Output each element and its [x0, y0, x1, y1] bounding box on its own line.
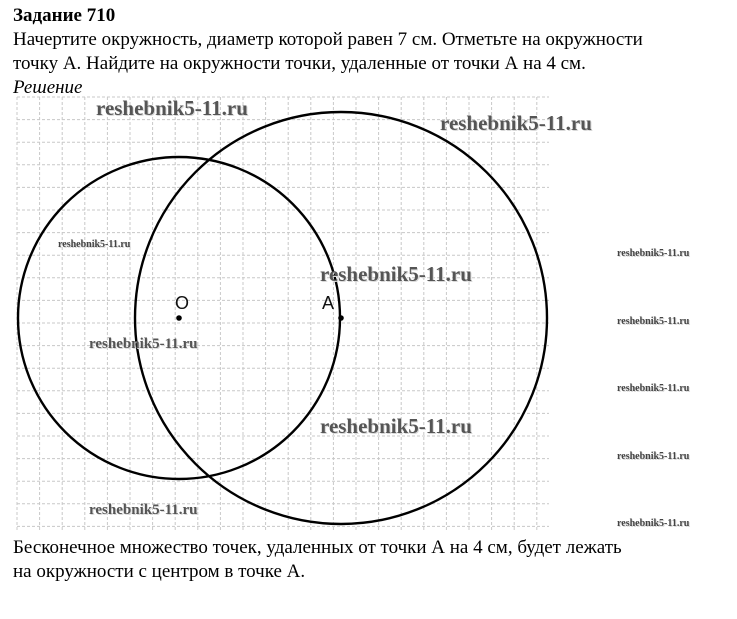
- point-a-label: A: [322, 293, 335, 313]
- task-statement-line-1: Начертите окружность, диаметр которой равен 7 см. Отметьте на окружности: [13, 29, 643, 50]
- watermark: reshebnik5-11.ru: [89, 502, 198, 518]
- watermark: reshebnik5-11.ru: [617, 248, 690, 259]
- watermark: reshebnik5-11.ru: [320, 262, 472, 286]
- graph-paper-grid: [17, 97, 549, 531]
- watermark: reshebnik5-11.ru: [96, 96, 248, 120]
- point-o: [176, 315, 182, 321]
- task-statement-line-2: точку А. Найдите на окружности точки, удаленные от точки А на 4 см.: [13, 53, 586, 74]
- watermark: reshebnik5-11.ru: [617, 383, 690, 394]
- watermark: reshebnik5-11.ru: [58, 239, 131, 250]
- watermark: reshebnik5-11.ru: [617, 316, 690, 327]
- watermark: reshebnik5-11.ru: [617, 451, 690, 462]
- watermark: reshebnik5-11.ru: [320, 414, 472, 438]
- solution-label: Решение: [13, 77, 83, 98]
- answer-line-2: на окружности с центром в точке А.: [13, 561, 306, 582]
- watermark: reshebnik5-11.ru: [440, 111, 592, 135]
- task-title: Задание 710: [13, 5, 116, 26]
- point-o-label: O: [175, 293, 190, 313]
- answer-line-1: Бесконечное множество точек, удаленных от точки А на 4 см, будет лежать: [13, 537, 622, 558]
- answer-text: [13, 536, 622, 584]
- watermark: reshebnik5-11.ru: [617, 518, 690, 529]
- watermark: reshebnik5-11.ru: [89, 336, 198, 352]
- point-a: [338, 315, 344, 321]
